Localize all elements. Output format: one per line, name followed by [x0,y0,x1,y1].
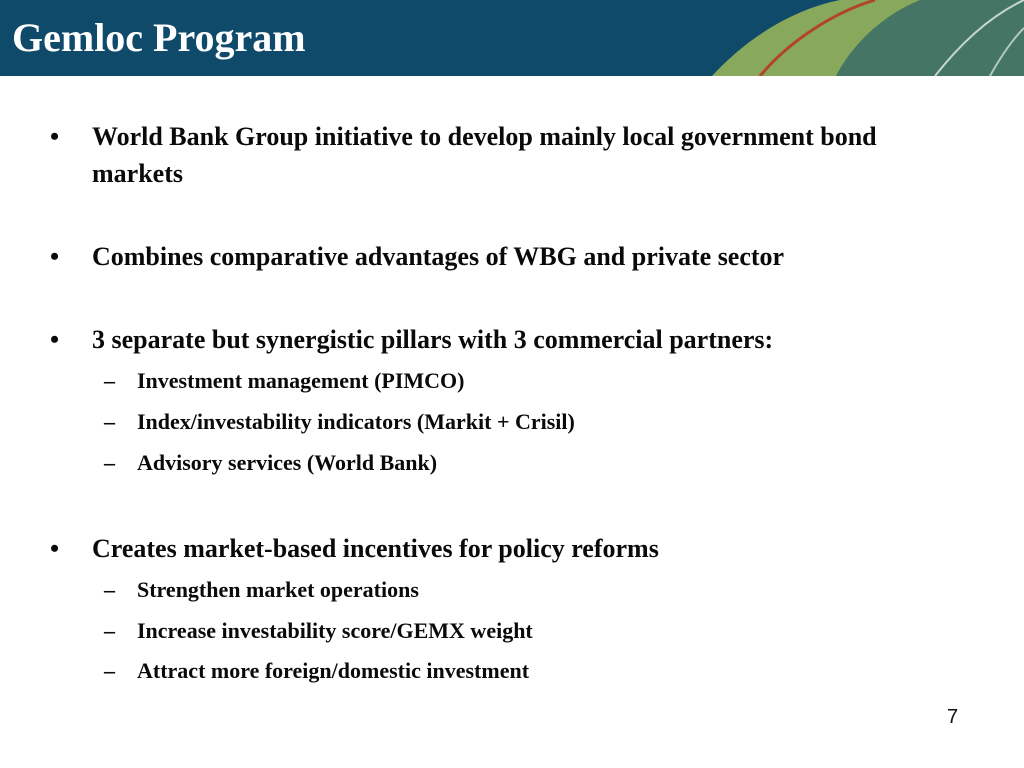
sub-bullet-text: Index/investability indicators (Markit + Crisil) [137,409,575,434]
sub-bullet-item [104,366,944,396]
bullet-text: 3 separate but synergistic pillars with 3 commercial partners: [92,325,774,354]
sub-bullet-item [104,448,944,478]
bullet-mark: • [50,242,60,271]
bullet-text: Combines comparative advantages of WBG and private sector [92,242,785,271]
sub-bullet-text: Advisory services (World Bank) [137,450,438,475]
sub-bullet-item [104,616,944,646]
dash-mark: – [104,450,115,475]
bullet-mark: • [50,325,60,354]
dash-mark: – [104,409,115,434]
bullet-item [50,118,950,192]
page-number: 7 [947,706,959,728]
sub-bullet-text: Increase investability score/GEMX weight [137,618,533,643]
bullet-mark: • [50,534,60,563]
bullet-item [50,530,950,567]
bullet-text: World Bank Group initiative to develop mainly local government bond markets [92,122,877,188]
sub-bullet-item [104,575,944,605]
bullet-item [50,238,950,275]
sub-bullet-text: Strengthen market operations [137,577,419,602]
dash-mark: – [104,368,115,393]
dash-mark: – [104,618,115,643]
sub-bullet-item [104,407,944,437]
bullet-mark: • [50,122,60,151]
bullet-item [50,321,950,358]
slide-title: Gemloc Program [12,15,306,60]
title-band [0,0,1024,76]
bullet-text: Creates market-based incentives for policy reforms [92,534,659,563]
sub-bullet-text: Attract more foreign/domestic investment [137,658,530,683]
sub-bullet-item [104,656,944,686]
dash-mark: – [104,658,115,683]
sub-bullet-text: Investment management (PIMCO) [137,368,465,393]
dash-mark: – [104,577,115,602]
